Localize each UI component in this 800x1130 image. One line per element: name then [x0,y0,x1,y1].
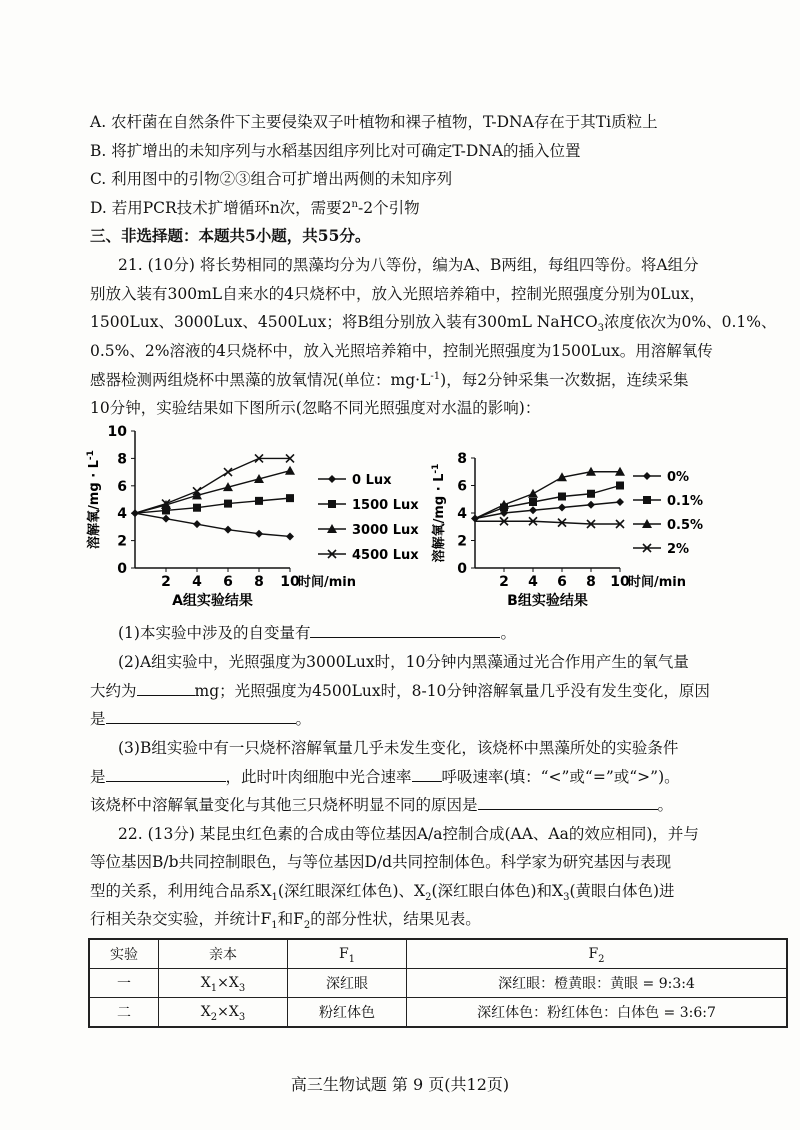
series-line [475,486,620,519]
x-tick-label: 4 [192,574,202,590]
y-axis-label: 溶解氧$/mg \cdot L^{-1}$ [431,463,447,563]
q21-part3b: 是 ，此时叶肉细胞中光合速率 呼吸速率(填：“<”或“=”或“>”)。 [90,768,680,786]
cell-f2: 深红眼：橙黄眼：黄眼 = 9:3:4 [407,969,788,998]
data-point [193,504,201,512]
answer-blank-5[interactable] [412,767,442,782]
q21-part2c: 是 。 [90,710,312,728]
x-tick-label: 6 [223,574,233,590]
data-point [285,466,295,475]
data-point [255,530,263,538]
q21-line2: 别放入装有300mL自来水的4只烧杯中，放入光照培养箱中，控制光照强度分别为0Lux， [90,285,705,303]
q22-line4: 行相关杂交实验，并统计$F_1$和$F_2$的部分性状，结果见表。 [90,910,481,932]
x-tick-label: 10 [610,574,630,590]
y-tick-label: 0 [117,561,127,577]
data-point [162,515,170,523]
data-point [528,489,538,498]
data-point [255,497,263,505]
legend-label: 1500 Lux [352,498,419,513]
legend-label: 4500 Lux [352,548,419,563]
q22-line3: 型的关系，利用纯合品系$X_1$(深红眼深红体色)、$X_2$(深红眼白体色)和$X_3$(黄眼白体色)进 [90,882,675,904]
x-axis-label: 时间/min [298,575,357,590]
series-line [135,471,290,513]
answer-blank-3[interactable] [106,709,296,724]
data-point [616,498,624,506]
header-f1: $F_1$ [288,939,407,969]
data-point [558,504,566,512]
series-line [135,513,290,536]
q21-line1: 21. (10分) 将长势相同的黑藻均分为八等份，编为A、B两组，每组四等份。将A组分 [118,256,699,274]
data-point [224,526,232,534]
answer-blank-4[interactable] [106,767,226,782]
series-line [475,472,620,519]
answer-blank-2[interactable] [137,681,195,696]
table-row [89,969,787,998]
legend-marker [643,496,651,504]
header-experiment: 实验 [89,939,159,969]
data-point [587,501,595,509]
chart-title: B组实验结果 [507,593,588,609]
data-point [224,468,232,476]
answer-blank-6[interactable] [478,795,658,810]
answer-blank-1[interactable] [310,623,500,638]
y-tick-label: 6 [117,478,127,495]
x-tick-label: 6 [557,574,567,590]
q21-part1: (1)本实验中涉及的自变量有 。 [118,624,516,642]
option-a: A. 农杆菌在自然条件下主要侵染双子叶植物和裸子植物，T-DNA存在于其Ti质粒上 [90,113,658,131]
y-tick-label: 6 [457,478,467,495]
result-table [88,938,788,1028]
cell-f2: 深红体色：粉红体色：白体色 = 3:6:7 [407,998,788,1028]
q21-line6: 10分钟，实验结果如下图所示(忽略不同光照强度对水温的影响)： [90,399,541,417]
cell-experiment: 二 [89,998,159,1028]
section-heading: 三、非选择题：本题共5小题，共55分。 [90,226,371,245]
x-axis-label: 时间/min [628,575,687,590]
q21-line4: 0.5%、2%溶液的4只烧杯中，放入光照培养箱中，控制光照强度为1500Lux。用溶解氧传 [90,342,713,360]
q21-line5: 感器检测两组烧杯中黑藻的放氧情况(单位：$mg\cdot L^{-1}$)，每2分钟采集一次数据，连续采集 [90,370,689,389]
x-tick-label: 2 [499,574,509,590]
header-parents: 亲本 [159,939,288,969]
header-f2: $F_2$ [407,939,788,969]
q22-line2: 等位基因B/b共同控制眼色，与等位基因D/d共同控制体色。科学家为研究基因与表现 [90,853,672,871]
legend-marker [328,475,336,483]
table-header-row [89,939,787,969]
table-row [89,998,787,1028]
q22-line1: 22. (13分) 某昆虫红色素的合成由等位基因A/a控制合成(AA、Aa的效应相同)，并与 [118,825,699,843]
legend-marker [643,472,651,480]
chart-a [80,420,460,620]
legend-label: 2% [667,542,690,557]
y-tick-label: 8 [457,451,467,467]
option-b: B. 将扩增出的未知序列与水稻基因组序列比对可确定T-DNA的插入位置 [90,142,581,160]
x-tick-label: 10 [280,574,300,590]
data-point [616,482,624,490]
y-tick-label: 0 [457,561,467,577]
legend-label: 0 Lux [352,473,392,488]
y-tick-label: 2 [117,533,127,550]
q21-part3a: (3)B组实验中有一只烧杯溶解氧量几乎未发生变化，该烧杯中黑藻所处的实验条件 [118,739,679,757]
y-tick-label: 4 [117,506,127,523]
legend-marker [328,500,336,508]
x-tick-label: 8 [586,574,596,590]
q21-part2b: 大约为 mg；光照强度为4500Lux时，8-10分钟溶解氧量几乎没有发生变化，原因 [90,682,710,700]
chart-title: A组实验结果 [172,593,253,609]
legend-label: 0% [667,470,690,485]
chart-b [425,420,745,620]
y-tick-label: 8 [117,451,127,468]
cell-f1: 深红眼 [288,969,407,998]
data-point [224,500,232,508]
cell-f1: 粉红体色 [288,998,407,1028]
y-tick-label: 10 [107,424,127,440]
cell-experiment: 一 [89,969,159,998]
option-c: C. 利用图中的引物②③组合可扩增出两侧的未知序列 [90,170,453,188]
data-point [193,520,201,528]
y-axis-label: 溶解氧$/mg \cdot L^{-1}$ [86,450,102,549]
cell-parents: $X_1\times X_3$ [159,969,288,998]
data-point [286,532,294,540]
y-tick-label: 2 [457,533,467,550]
data-point [587,490,595,498]
q21-part2a: (2)A组实验中，光照强度为3000Lux时，10分钟内黑藻通过光合作用产生的氧气量 [118,653,689,671]
data-point [286,494,294,502]
legend-label: 3000 Lux [352,523,419,538]
data-point [558,493,566,501]
cell-parents: $X_2\times X_3$ [159,998,288,1028]
series-line [475,521,620,524]
q21-line3: 1500Lux、3000Lux、4500Lux；将B组分别放入装有300mL NaHCO$_3$浓度依次为0%、0.1%、 [90,313,777,335]
x-tick-label: 8 [254,574,264,590]
x-tick-label: 4 [528,574,538,590]
legend-label: 0.1% [667,494,704,509]
data-point [529,498,537,506]
legend-label: 0.5% [667,518,704,533]
y-tick-label: 4 [457,506,467,522]
option-d: D. 若用PCR技术扩增循环n次，需要2$^n$-2个引物 [90,198,420,217]
x-tick-label: 2 [161,574,171,590]
data-point [529,506,537,514]
page-footer: 高三生物试题 第 9 页(共12页) [290,1075,510,1094]
q21-part3c: 该烧杯中溶解氧量变化与其他三只烧杯明显不同的原因是 。 [90,796,674,814]
